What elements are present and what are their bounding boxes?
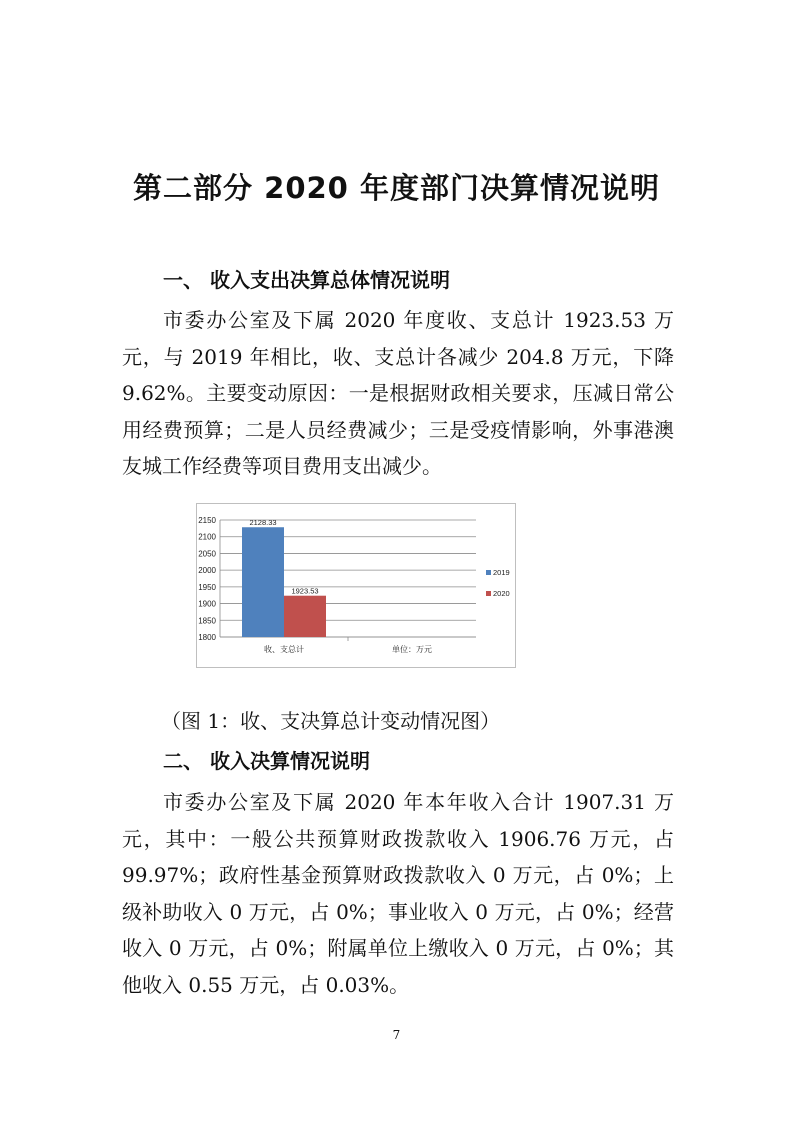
section1-paragraph: 市委办公室及下属 2020 年度收、支总计 1923.53 万元，与 2019 年相比，收、支总计各减少 204.8 万元，下降 9.62%。主要变动原因：一是根据财政相关要求，压减日常公用经费预算；二是人员经费减少；三是受疫情影响，外事港澳友城工作经费等项目费用支出减少。 [122,308,674,478]
y-tick-label: 2150 [198,516,216,525]
data-label: 1923.53 [291,586,319,596]
x-category-label: 单位：万元 [392,645,432,654]
bar-2020 [284,596,326,637]
y-tick-label: 1850 [198,616,216,626]
y-tick-label: 2100 [198,532,216,542]
page-title: 第二部分 2020 年度部门决算情况说明 [133,171,660,205]
x-category-label: 收、支总计 [264,645,304,654]
y-tick-label: 1900 [198,599,216,609]
section2-heading: 二、 收入决算情况说明 [163,749,370,773]
figure-caption: （图 1：收、支决算总计变动情况图） [161,709,501,733]
y-tick-label: 1950 [198,582,216,592]
bar-2019 [242,527,284,637]
section2-paragraph: 市委办公室及下属 2020 年本年收入合计 1907.31 万元，其中：一般公共预算财政拨款收入 1906.76 万元，占 99.97%；政府性基金预算财政拨款收入 0 万元，占 0%；上级补助收入 0 万元，占 0%；事业收入 0 万元，占 0%；经营收入 0 万元，占 0%；附属单位上缴收入 0 万元，占 0%；其他收入 0.55 万元，占 0.03%。 [122,790,674,997]
legend-swatch-2019 [486,570,491,575]
income-expense-chart [196,503,516,668]
legend-label: 2020 [493,589,510,598]
section1-heading: 一、 收入支出决算总体情况说明 [163,268,450,292]
data-label: 2128.33 [249,518,277,528]
chart-svg [196,503,516,668]
y-tick-label: 1800 [198,633,216,642]
legend-swatch-2020 [486,591,491,596]
legend-label: 2019 [493,568,510,577]
y-tick-label: 2000 [198,566,216,576]
page-number: 7 [392,1028,401,1042]
y-tick-label: 2050 [198,549,216,559]
